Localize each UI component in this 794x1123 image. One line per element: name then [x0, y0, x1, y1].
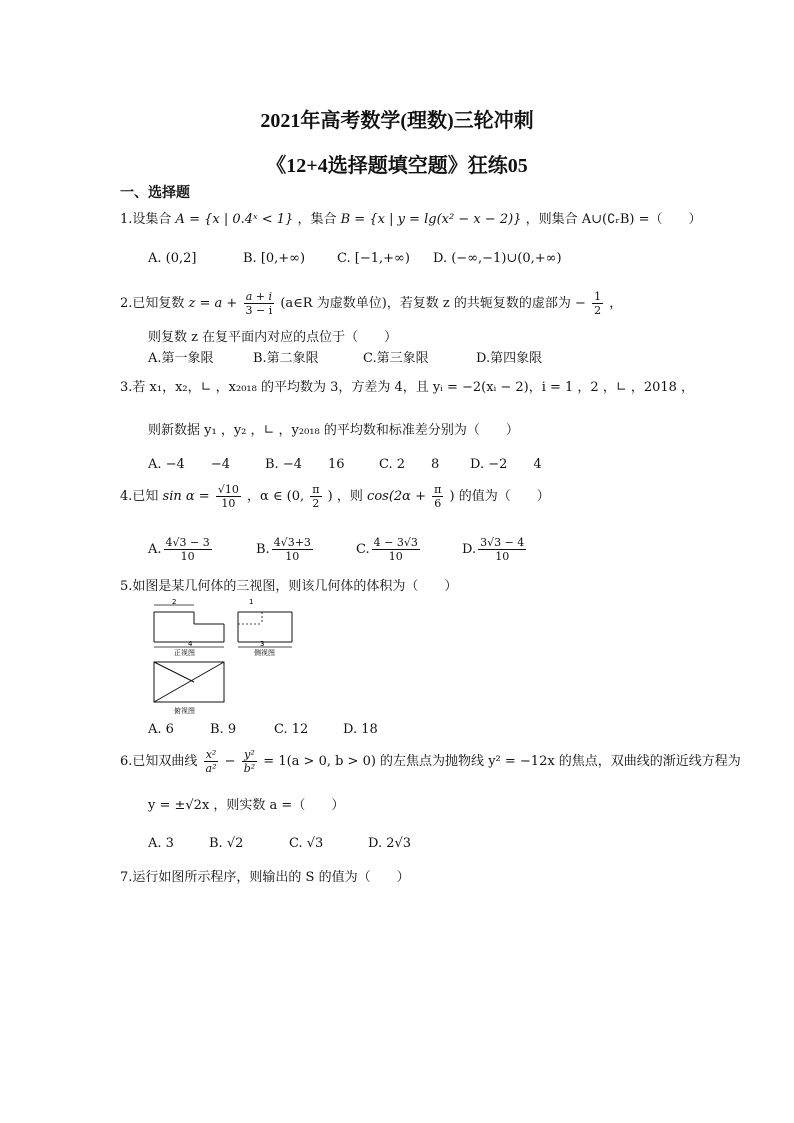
- q4-opt-a-num: 4√3 − 3: [165, 536, 210, 549]
- q2-half: [592, 290, 603, 317]
- q4-interval: (0,: [286, 489, 305, 504]
- front-view: [154, 598, 224, 657]
- top-view-inner-line: [154, 662, 194, 682]
- q5-option-a: A. 6: [148, 722, 174, 737]
- q3-option-a: A. −4 −4: [148, 457, 230, 472]
- q5-option-b: B. 9: [210, 722, 237, 737]
- q2-prefix: 2.已知复数: [120, 296, 185, 311]
- q4-opt-a-frac: [164, 536, 212, 563]
- q1-option-d: D. (−∞,−1)∪(0,+∞): [433, 251, 562, 266]
- q2-middle: (a∈R 为虚数单位)，若复数 z 的共轭复数的虚部为 −: [280, 296, 586, 311]
- q4-opt-b-frac: [272, 536, 313, 563]
- q4-opt-c-den: 10: [388, 550, 403, 563]
- q2-option-d: D.第四象限: [476, 351, 543, 366]
- q4-pi-sixth: [432, 483, 443, 510]
- question-4: [120, 483, 550, 510]
- q6-option-d: D. 2√3: [368, 836, 412, 851]
- q6-option-b: B. √2: [209, 836, 244, 851]
- q4-pi-half: [310, 483, 321, 510]
- q1-option-c: C. [−1,+∞): [337, 251, 410, 266]
- side-dim-1: 1: [249, 598, 254, 606]
- front-view-label: 正视图: [174, 649, 195, 657]
- q4-option-a: [148, 536, 214, 563]
- q2-frac-num: a + i: [245, 290, 272, 303]
- q2-line-2: 则复数 z 在复平面内对应的点位于（ ）: [148, 330, 398, 345]
- question-6: [120, 748, 741, 775]
- q4-opt-a-label: A.: [148, 542, 162, 557]
- q4-opt-d-num: 3√3 − 4: [480, 536, 525, 549]
- q2-half-num: 1: [594, 290, 602, 303]
- side-dim-3: 3: [260, 640, 265, 648]
- q4-opt-d-frac: [478, 536, 526, 563]
- question-7: 7.运行如图所示程序，则输出的 S 的值为（ ）: [120, 870, 410, 885]
- q1-prefix: 1.设集合: [120, 212, 172, 227]
- front-dim-2: 2: [172, 598, 177, 606]
- q6-option-a: A. 3: [148, 836, 174, 851]
- q4-opt-b-num: 4√3+3: [273, 536, 311, 549]
- q4-option-d: [462, 536, 528, 563]
- q6-line-2: y = ±√2x ，则实数 a =（ ）: [148, 798, 345, 813]
- q2-half-den: 2: [594, 304, 602, 317]
- q6-option-c: C. √3: [289, 836, 324, 851]
- q4-pi6-den: 6: [434, 497, 442, 510]
- title-line-2: 《12+4选择题填空题》狂练05: [266, 155, 528, 177]
- front-dim-4: 4: [188, 640, 193, 648]
- q5-option-c: C. 12: [274, 722, 309, 737]
- question-3: 3.若 x₁，x₂，∟ ，x₂₀₁₈ 的平均数为 3，方差为 4，且 yᵢ = −2(xᵢ − 2)，i = 1 ，2 ，∟ ，2018 ，: [120, 380, 695, 395]
- q4-option-c: [356, 536, 422, 563]
- q2-tail: ，: [609, 296, 623, 311]
- q6-frac-y: [242, 748, 257, 775]
- q4-tail: ) 的值为（ ）: [449, 489, 550, 504]
- q1-option-b: B. [0,+∞): [243, 251, 306, 266]
- q4-opt-b-label: B.: [256, 542, 270, 557]
- q4-mid: ，α ∈: [246, 489, 283, 504]
- q2-fraction: [243, 290, 274, 317]
- q6-mid: = 1(a > 0, b > 0) 的左焦点为抛物线 y² = −12x 的焦点，双曲线的渐近线方程为: [263, 754, 741, 769]
- q6-x-den: a²: [205, 762, 217, 775]
- q4-opt-c-num: 4 − 3√3: [373, 536, 418, 549]
- q2-option-c: C.第三象限: [363, 351, 429, 366]
- q6-minus: −: [224, 754, 236, 769]
- q3-option-c: C. 2 8: [379, 457, 440, 472]
- q4-sin-expr: sin α =: [162, 489, 210, 504]
- q4-cos-expr: cos(2α +: [367, 489, 426, 504]
- q2-option-a: A.第一象限: [148, 351, 214, 366]
- q4-opt-d-label: D.: [462, 542, 477, 557]
- q1-set-b: B = {x | y = lg(x² − x − 2)}: [340, 212, 522, 227]
- q4-prefix: 4.已知: [120, 489, 159, 504]
- q4-pi6-num: π: [434, 483, 442, 496]
- q1-suffix: ，则集合 A∪(∁ᵣB) =（ ）: [525, 212, 702, 227]
- question-2: [120, 290, 622, 317]
- three-view-svg: [146, 596, 306, 716]
- q4-opt-b-den: 10: [285, 550, 300, 563]
- q4-opt-c-frac: [372, 536, 420, 563]
- three-view-figure: [146, 596, 306, 716]
- title-line-1: 2021年高考数学(理数)三轮冲刺: [260, 110, 534, 132]
- q2-z-expr: z = a +: [188, 296, 238, 311]
- q4-opt-d-den: 10: [495, 550, 510, 563]
- question-5: 5.如图是某几何体的三视图，则该几何体的体积为（ ）: [120, 579, 458, 594]
- q4-option-b: [256, 536, 315, 563]
- top-view-diagonal: [154, 662, 224, 702]
- q1-mid: ，集合: [297, 212, 337, 227]
- q6-y-num: y²: [244, 748, 255, 761]
- q4-opt-c-label: C.: [356, 542, 370, 557]
- q6-x-num: x²: [205, 748, 217, 761]
- q3-option-b: B. −4 16: [265, 457, 345, 472]
- q4-opt-a-den: 10: [180, 550, 195, 563]
- q4-pi-num: π: [312, 483, 320, 496]
- q4-pi-den: 2: [312, 497, 320, 510]
- side-view-label: 侧视图: [254, 649, 275, 657]
- q4-f1-num: √10: [217, 483, 239, 496]
- top-view-label: 俯视图: [174, 707, 195, 715]
- q4-close: ): [327, 489, 333, 504]
- q2-frac-den: 3 − i: [245, 304, 273, 317]
- q3-line-2: 则新数据 y₁ ，y₂ ，∟ ，y₂₀₁₈ 的平均数和标准差分别为（ ）: [148, 423, 519, 438]
- q4-f1-den: 10: [221, 497, 236, 510]
- q6-prefix: 6.已知双曲线: [120, 754, 198, 769]
- q6-y-den: b²: [243, 762, 256, 775]
- q4-then: ，则: [336, 489, 363, 504]
- q4-fraction-1: [216, 483, 241, 510]
- q1-option-a: A. (0,2]: [148, 251, 197, 266]
- section-heading-choice: 一、选择题: [120, 185, 190, 201]
- top-view: [154, 662, 224, 715]
- q1-set-a: A = {x | 0.4ˣ < 1}: [175, 212, 294, 227]
- q6-frac-x: [204, 748, 219, 775]
- q2-option-b: B.第二象限: [253, 351, 319, 366]
- q3-option-d: D. −2 4: [470, 457, 542, 472]
- side-view: [238, 598, 292, 657]
- question-1: [120, 208, 702, 227]
- q5-option-d: D. 18: [343, 722, 378, 737]
